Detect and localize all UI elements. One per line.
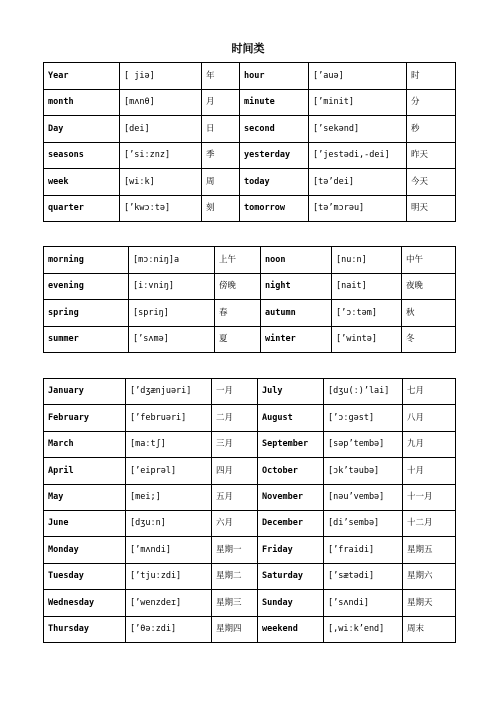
english-word-cell: tomorrow — [240, 195, 309, 222]
english-word-cell: weekend — [258, 616, 324, 642]
vocab-row — [44, 537, 456, 563]
phonetic-cell: [’jestədi,-dei] — [309, 142, 407, 169]
english-word-cell: minute — [240, 89, 309, 116]
english-word-cell: November — [258, 484, 324, 510]
chinese-meaning-cell: 二月 — [212, 405, 258, 431]
english-word-cell: hour — [240, 63, 309, 90]
english-word-cell: April — [44, 458, 126, 484]
vocab-row — [44, 247, 456, 274]
phonetic-cell: [,wiːk’end] — [324, 616, 403, 642]
english-word-cell: quarter — [44, 195, 120, 222]
phonetic-cell: [’siːznz] — [120, 142, 202, 169]
vocab-row — [44, 563, 456, 589]
english-word-cell: noon — [261, 247, 332, 274]
english-word-cell: autumn — [261, 300, 332, 327]
chinese-meaning-cell: 日 — [202, 116, 240, 143]
vocab-row — [44, 379, 456, 405]
chinese-meaning-cell: 三月 — [212, 431, 258, 457]
phonetic-cell: [nəu’vembə] — [324, 484, 403, 510]
chinese-meaning-cell: 秋 — [402, 300, 456, 327]
chinese-meaning-cell: 冬 — [402, 326, 456, 353]
vocab-row — [44, 273, 456, 300]
english-word-cell: evening — [44, 273, 129, 300]
english-word-cell: month — [44, 89, 120, 116]
chinese-meaning-cell: 周末 — [403, 616, 456, 642]
english-word-cell: Thursday — [44, 616, 126, 642]
english-word-cell: March — [44, 431, 126, 457]
chinese-meaning-cell: 九月 — [403, 431, 456, 457]
chinese-meaning-cell: 十月 — [403, 458, 456, 484]
chinese-meaning-cell: 四月 — [212, 458, 258, 484]
phonetic-cell: [’wintə] — [332, 326, 402, 353]
english-word-cell: winter — [261, 326, 332, 353]
english-word-cell: yesterday — [240, 142, 309, 169]
vocab-row — [44, 63, 456, 90]
phonetic-cell: [nuːn] — [332, 247, 402, 274]
chinese-meaning-cell: 季 — [202, 142, 240, 169]
vocab-row — [44, 195, 456, 222]
chinese-meaning-cell: 中午 — [402, 247, 456, 274]
phonetic-cell: [nait] — [332, 273, 402, 300]
english-word-cell: summer — [44, 326, 129, 353]
english-word-cell: night — [261, 273, 332, 300]
phonetic-cell: [’tjuːzdi] — [126, 563, 212, 589]
phonetic-cell: [’dʒænjuəri] — [126, 379, 212, 405]
vocab-row — [44, 405, 456, 431]
vocab-table-times-of-day-seasons — [43, 246, 456, 353]
chinese-meaning-cell: 星期四 — [212, 616, 258, 642]
phonetic-cell: [’sʌmə] — [129, 326, 215, 353]
phonetic-cell: [’ɔːgəst] — [324, 405, 403, 431]
phonetic-cell: [tə’mɔrəu] — [309, 195, 407, 222]
english-word-cell: seasons — [44, 142, 120, 169]
vocab-table-months-weekdays — [43, 378, 456, 643]
phonetic-cell: [’θəːzdi] — [126, 616, 212, 642]
vocab-row — [44, 510, 456, 536]
chinese-meaning-cell: 明天 — [407, 195, 456, 222]
vocab-row — [44, 116, 456, 143]
phonetic-cell: [səp’tembə] — [324, 431, 403, 457]
phonetic-cell: [’mʌndi] — [126, 537, 212, 563]
vocab-row — [44, 169, 456, 196]
chinese-meaning-cell: 星期天 — [403, 590, 456, 616]
phonetic-cell: [’minit] — [309, 89, 407, 116]
chinese-meaning-cell: 秒 — [407, 116, 456, 143]
english-word-cell: October — [258, 458, 324, 484]
chinese-meaning-cell: 昨天 — [407, 142, 456, 169]
phonetic-cell: [’eiprəl] — [126, 458, 212, 484]
chinese-meaning-cell: 分 — [407, 89, 456, 116]
chinese-meaning-cell: 星期一 — [212, 537, 258, 563]
phonetic-cell: [’auə] — [309, 63, 407, 90]
chinese-meaning-cell: 星期五 — [403, 537, 456, 563]
chinese-meaning-cell: 夏 — [215, 326, 261, 353]
phonetic-cell: [’wenzdeɪ] — [126, 590, 212, 616]
phonetic-cell: [’februəri] — [126, 405, 212, 431]
phonetic-cell: [’sʌndi] — [324, 590, 403, 616]
chinese-meaning-cell: 上午 — [215, 247, 261, 274]
chinese-meaning-cell: 年 — [202, 63, 240, 90]
chinese-meaning-cell: 刻 — [202, 195, 240, 222]
english-word-cell: Monday — [44, 537, 126, 563]
phonetic-cell: [mei;] — [126, 484, 212, 510]
chinese-meaning-cell: 春 — [215, 300, 261, 327]
page-title: 时间类 — [231, 42, 265, 55]
phonetic-cell: [’fraidi] — [324, 537, 403, 563]
english-word-cell: May — [44, 484, 126, 510]
chinese-meaning-cell: 月 — [202, 89, 240, 116]
chinese-meaning-cell: 傍晚 — [215, 273, 261, 300]
vocab-row — [44, 484, 456, 510]
chinese-meaning-cell: 十一月 — [403, 484, 456, 510]
vocab-row — [44, 458, 456, 484]
english-word-cell: February — [44, 405, 126, 431]
english-word-cell: January — [44, 379, 126, 405]
english-word-cell: Sunday — [258, 590, 324, 616]
chinese-meaning-cell: 时 — [407, 63, 456, 90]
phonetic-cell: [maːtʃ] — [126, 431, 212, 457]
vocab-row — [44, 326, 456, 353]
vocab-row — [44, 616, 456, 642]
english-word-cell: spring — [44, 300, 129, 327]
phonetic-cell: [dei] — [120, 116, 202, 143]
english-word-cell: August — [258, 405, 324, 431]
english-word-cell: July — [258, 379, 324, 405]
english-word-cell: today — [240, 169, 309, 196]
phonetic-cell: [dʒuːn] — [126, 510, 212, 536]
phonetic-cell: [di’sembə] — [324, 510, 403, 536]
vocab-row — [44, 142, 456, 169]
phonetic-cell: [dʒu(ː)’lai] — [324, 379, 403, 405]
english-word-cell: Wednesday — [44, 590, 126, 616]
phonetic-cell: [spriŋ] — [129, 300, 215, 327]
english-word-cell: second — [240, 116, 309, 143]
phonetic-cell: [iːvniŋ] — [129, 273, 215, 300]
chinese-meaning-cell: 一月 — [212, 379, 258, 405]
vocab-row — [44, 89, 456, 116]
phonetic-cell: [’ɔːtəm] — [332, 300, 402, 327]
chinese-meaning-cell: 六月 — [212, 510, 258, 536]
phonetic-cell: [mɔːniŋ]a — [129, 247, 215, 274]
vocab-table-time-units — [43, 62, 456, 222]
phonetic-cell: [wiːk] — [120, 169, 202, 196]
phonetic-cell: [mʌnθ] — [120, 89, 202, 116]
english-word-cell: June — [44, 510, 126, 536]
chinese-meaning-cell: 星期二 — [212, 563, 258, 589]
english-word-cell: Year — [44, 63, 120, 90]
phonetic-cell: [’kwɔːtə] — [120, 195, 202, 222]
vocab-row — [44, 300, 456, 327]
chinese-meaning-cell: 十二月 — [403, 510, 456, 536]
chinese-meaning-cell: 今天 — [407, 169, 456, 196]
vocab-row — [44, 590, 456, 616]
vocab-row — [44, 431, 456, 457]
chinese-meaning-cell: 五月 — [212, 484, 258, 510]
chinese-meaning-cell: 夜晚 — [402, 273, 456, 300]
chinese-meaning-cell: 星期六 — [403, 563, 456, 589]
english-word-cell: week — [44, 169, 120, 196]
phonetic-cell: [ jiə] — [120, 63, 202, 90]
english-word-cell: Tuesday — [44, 563, 126, 589]
chinese-meaning-cell: 星期三 — [212, 590, 258, 616]
phonetic-cell: [tə’dei] — [309, 169, 407, 196]
english-word-cell: December — [258, 510, 324, 536]
chinese-meaning-cell: 八月 — [403, 405, 456, 431]
phonetic-cell: [’sætədi] — [324, 563, 403, 589]
chinese-meaning-cell: 七月 — [403, 379, 456, 405]
english-word-cell: Day — [44, 116, 120, 143]
chinese-meaning-cell: 周 — [202, 169, 240, 196]
english-word-cell: Saturday — [258, 563, 324, 589]
english-word-cell: morning — [44, 247, 129, 274]
phonetic-cell: [’sekənd] — [309, 116, 407, 143]
phonetic-cell: [ɔk’təubə] — [324, 458, 403, 484]
english-word-cell: Friday — [258, 537, 324, 563]
english-word-cell: September — [258, 431, 324, 457]
